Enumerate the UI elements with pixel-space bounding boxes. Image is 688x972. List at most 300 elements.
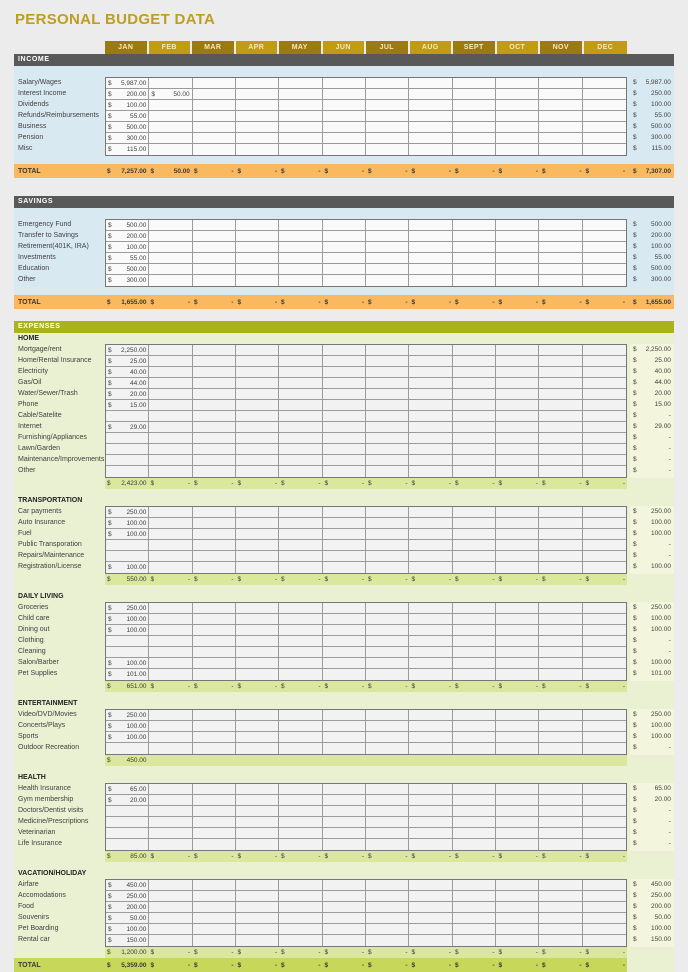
cell-jul[interactable] xyxy=(366,614,409,624)
cell-dec[interactable] xyxy=(583,78,626,88)
cell-mar[interactable] xyxy=(193,891,236,901)
cell-feb[interactable] xyxy=(149,444,192,454)
cell-apr[interactable] xyxy=(236,367,279,377)
cell-aug[interactable] xyxy=(409,422,452,432)
subtotal-cell-jul[interactable] xyxy=(366,480,410,487)
cell-feb[interactable] xyxy=(149,400,192,410)
cell-may[interactable] xyxy=(279,433,322,443)
cell-jan[interactable] xyxy=(106,880,149,890)
subtotal-cell-dec[interactable] xyxy=(584,949,628,956)
subtotal-cell-sept[interactable] xyxy=(453,949,497,956)
cell-oct[interactable] xyxy=(496,133,539,143)
cell-may[interactable] xyxy=(279,345,322,355)
subtotal-cell-jul[interactable] xyxy=(366,853,410,860)
cell-mar[interactable] xyxy=(193,817,236,827)
cell-may[interactable] xyxy=(279,924,322,934)
cell-jun[interactable] xyxy=(323,913,366,923)
year-total-cell[interactable] xyxy=(630,923,674,934)
year-total-cell[interactable] xyxy=(630,550,674,561)
cell-jul[interactable] xyxy=(366,378,409,388)
cell-oct[interactable] xyxy=(496,784,539,794)
year-total-cell[interactable] xyxy=(630,241,674,252)
row-label[interactable]: Water/Sewer/Trash xyxy=(18,390,78,397)
cell-jan[interactable] xyxy=(106,839,149,850)
cell-jun[interactable] xyxy=(323,828,366,838)
total-cell-jan[interactable] xyxy=(105,962,149,969)
cell-dec[interactable] xyxy=(583,935,626,946)
year-total-cell[interactable] xyxy=(630,879,674,890)
row-label[interactable]: Pet Supplies xyxy=(18,670,58,677)
subtotal-cell-may[interactable] xyxy=(279,683,323,690)
year-total-cell[interactable] xyxy=(630,465,674,476)
cell-dec[interactable] xyxy=(583,275,626,286)
row-label[interactable]: Lawn/Garden xyxy=(18,445,61,452)
subtotal-cell-apr[interactable] xyxy=(236,480,280,487)
cell-jan[interactable] xyxy=(106,444,149,454)
row-label[interactable]: Refunds/Reimbursements xyxy=(18,112,99,119)
row-label[interactable]: Medicine/Prescriptions xyxy=(18,818,89,825)
cell-jul[interactable] xyxy=(366,433,409,443)
cell-dec[interactable] xyxy=(583,111,626,121)
cell-apr[interactable] xyxy=(236,806,279,816)
cell-nov[interactable] xyxy=(539,828,582,838)
cell-oct[interactable] xyxy=(496,367,539,377)
cell-may[interactable] xyxy=(279,144,322,155)
row-label[interactable]: Salon/Barber xyxy=(18,659,59,666)
subtotal-cell-nov[interactable] xyxy=(540,949,584,956)
cell-oct[interactable] xyxy=(496,636,539,646)
cell-sept[interactable] xyxy=(453,562,496,573)
cell-jun[interactable] xyxy=(323,367,366,377)
row-label[interactable]: Phone xyxy=(18,401,39,408)
cell-mar[interactable] xyxy=(193,647,236,657)
cell-may[interactable] xyxy=(279,647,322,657)
cell-feb[interactable] xyxy=(149,133,192,143)
cell-dec[interactable] xyxy=(583,389,626,399)
cell-sept[interactable] xyxy=(453,411,496,421)
cell-aug[interactable] xyxy=(409,111,452,121)
cell-jul[interactable] xyxy=(366,220,409,230)
cell-jun[interactable] xyxy=(323,732,366,742)
cell-dec[interactable] xyxy=(583,264,626,274)
year-total-cell[interactable] xyxy=(630,454,674,465)
cell-mar[interactable] xyxy=(193,518,236,528)
cell-feb[interactable] xyxy=(149,784,192,794)
cell-apr[interactable] xyxy=(236,614,279,624)
cell-may[interactable] xyxy=(279,743,322,754)
cell-jun[interactable] xyxy=(323,669,366,680)
year-total-cell[interactable] xyxy=(630,561,674,572)
cell-nov[interactable] xyxy=(539,647,582,657)
cell-jan[interactable] xyxy=(106,389,149,399)
cell-apr[interactable] xyxy=(236,710,279,720)
cell-may[interactable] xyxy=(279,100,322,110)
cell-feb[interactable] xyxy=(149,264,192,274)
cell-jul[interactable] xyxy=(366,242,409,252)
cell-jan[interactable] xyxy=(106,433,149,443)
year-total-cell[interactable] xyxy=(630,668,674,679)
row-label[interactable]: Furnishing/Appliances xyxy=(18,434,87,441)
total-cell-dec[interactable] xyxy=(584,168,628,175)
cell-nov[interactable] xyxy=(539,220,582,230)
cell-aug[interactable] xyxy=(409,389,452,399)
row-label[interactable]: Car payments xyxy=(18,508,62,515)
cell-feb[interactable] xyxy=(149,817,192,827)
cell-jan[interactable] xyxy=(106,231,149,241)
cell-aug[interactable] xyxy=(409,242,452,252)
year-total-cell[interactable] xyxy=(630,132,674,143)
cell-sept[interactable] xyxy=(453,356,496,366)
cell-sept[interactable] xyxy=(453,400,496,410)
cell-jan[interactable] xyxy=(106,562,149,573)
cell-jul[interactable] xyxy=(366,345,409,355)
year-total-cell[interactable] xyxy=(630,731,674,742)
cell-oct[interactable] xyxy=(496,275,539,286)
cell-aug[interactable] xyxy=(409,231,452,241)
subtotal-cell-apr[interactable] xyxy=(236,853,280,860)
cell-nov[interactable] xyxy=(539,935,582,946)
cell-mar[interactable] xyxy=(193,111,236,121)
cell-nov[interactable] xyxy=(539,389,582,399)
cell-feb[interactable] xyxy=(149,625,192,635)
cell-jun[interactable] xyxy=(323,231,366,241)
cell-oct[interactable] xyxy=(496,144,539,155)
cell-feb[interactable] xyxy=(149,562,192,573)
cell-jan[interactable] xyxy=(106,144,149,155)
cell-jun[interactable] xyxy=(323,647,366,657)
subtotal-cell-feb[interactable] xyxy=(149,949,193,956)
cell-jul[interactable] xyxy=(366,647,409,657)
cell-dec[interactable] xyxy=(583,817,626,827)
subtotal-cell-mar[interactable] xyxy=(192,576,236,583)
subtotal-cell-dec[interactable] xyxy=(584,853,628,860)
cell-may[interactable] xyxy=(279,422,322,432)
row-label[interactable]: Mortgage/rent xyxy=(18,346,62,353)
cell-nov[interactable] xyxy=(539,78,582,88)
cell-feb[interactable] xyxy=(149,100,192,110)
cell-nov[interactable] xyxy=(539,913,582,923)
cell-dec[interactable] xyxy=(583,455,626,465)
cell-jun[interactable] xyxy=(323,89,366,99)
total-cell-apr[interactable] xyxy=(236,299,280,306)
cell-mar[interactable] xyxy=(193,100,236,110)
subtotal-cell-mar[interactable] xyxy=(192,949,236,956)
cell-jul[interactable] xyxy=(366,551,409,561)
cell-feb[interactable] xyxy=(149,411,192,421)
cell-aug[interactable] xyxy=(409,122,452,132)
cell-jul[interactable] xyxy=(366,935,409,946)
subtotal-cell-dec[interactable] xyxy=(584,683,628,690)
cell-nov[interactable] xyxy=(539,839,582,850)
cell-oct[interactable] xyxy=(496,444,539,454)
cell-dec[interactable] xyxy=(583,400,626,410)
cell-oct[interactable] xyxy=(496,647,539,657)
row-label[interactable]: Child care xyxy=(18,615,50,622)
cell-may[interactable] xyxy=(279,828,322,838)
cell-nov[interactable] xyxy=(539,422,582,432)
total-cell-may[interactable] xyxy=(279,962,323,969)
cell-aug[interactable] xyxy=(409,220,452,230)
cell-nov[interactable] xyxy=(539,614,582,624)
total-cell-dec[interactable] xyxy=(584,962,628,969)
cell-nov[interactable] xyxy=(539,784,582,794)
cell-aug[interactable] xyxy=(409,625,452,635)
row-label[interactable]: Rental car xyxy=(18,936,50,943)
cell-sept[interactable] xyxy=(453,133,496,143)
cell-jan[interactable] xyxy=(106,784,149,794)
cell-oct[interactable] xyxy=(496,356,539,366)
year-total-cell[interactable] xyxy=(630,517,674,528)
subtotal-cell-nov[interactable] xyxy=(540,853,584,860)
cell-jul[interactable] xyxy=(366,562,409,573)
row-label[interactable]: Life Insurance xyxy=(18,840,62,847)
cell-may[interactable] xyxy=(279,935,322,946)
cell-oct[interactable] xyxy=(496,529,539,539)
cell-jul[interactable] xyxy=(366,100,409,110)
cell-may[interactable] xyxy=(279,444,322,454)
cell-jul[interactable] xyxy=(366,817,409,827)
total-cell-jan[interactable] xyxy=(105,299,149,306)
cell-jun[interactable] xyxy=(323,455,366,465)
cell-jun[interactable] xyxy=(323,275,366,286)
cell-sept[interactable] xyxy=(453,839,496,850)
cell-mar[interactable] xyxy=(193,122,236,132)
cell-jan[interactable] xyxy=(106,636,149,646)
cell-feb[interactable] xyxy=(149,275,192,286)
subtotal-cell-aug[interactable] xyxy=(410,683,454,690)
total-label[interactable]: TOTAL xyxy=(18,298,41,306)
cell-oct[interactable] xyxy=(496,828,539,838)
cell-nov[interactable] xyxy=(539,507,582,517)
cell-jan[interactable] xyxy=(106,89,149,99)
cell-may[interactable] xyxy=(279,264,322,274)
cell-jan[interactable] xyxy=(106,924,149,934)
cell-feb[interactable] xyxy=(149,880,192,890)
cell-mar[interactable] xyxy=(193,400,236,410)
cell-jul[interactable] xyxy=(366,422,409,432)
cell-aug[interactable] xyxy=(409,924,452,934)
cell-jul[interactable] xyxy=(366,264,409,274)
cell-dec[interactable] xyxy=(583,89,626,99)
year-total-cell[interactable] xyxy=(630,539,674,550)
cell-dec[interactable] xyxy=(583,828,626,838)
cell-oct[interactable] xyxy=(496,389,539,399)
cell-mar[interactable] xyxy=(193,378,236,388)
cell-oct[interactable] xyxy=(496,455,539,465)
cell-feb[interactable] xyxy=(149,422,192,432)
cell-nov[interactable] xyxy=(539,625,582,635)
year-total-cell[interactable] xyxy=(630,263,674,274)
total-cell-aug[interactable] xyxy=(410,168,454,175)
row-label[interactable]: Other xyxy=(18,276,36,283)
cell-may[interactable] xyxy=(279,389,322,399)
year-total-cell[interactable] xyxy=(630,274,674,285)
cell-dec[interactable] xyxy=(583,614,626,624)
cell-jul[interactable] xyxy=(366,710,409,720)
cell-jun[interactable] xyxy=(323,839,366,850)
cell-dec[interactable] xyxy=(583,880,626,890)
cell-aug[interactable] xyxy=(409,144,452,155)
cell-oct[interactable] xyxy=(496,231,539,241)
cell-oct[interactable] xyxy=(496,839,539,850)
cell-jun[interactable] xyxy=(323,540,366,550)
cell-jun[interactable] xyxy=(323,529,366,539)
year-total-cell[interactable] xyxy=(630,399,674,410)
cell-feb[interactable] xyxy=(149,806,192,816)
cell-apr[interactable] xyxy=(236,529,279,539)
cell-dec[interactable] xyxy=(583,411,626,421)
year-total-cell[interactable] xyxy=(630,366,674,377)
cell-nov[interactable] xyxy=(539,133,582,143)
cell-nov[interactable] xyxy=(539,367,582,377)
cell-mar[interactable] xyxy=(193,551,236,561)
cell-may[interactable] xyxy=(279,411,322,421)
cell-sept[interactable] xyxy=(453,614,496,624)
cell-apr[interactable] xyxy=(236,540,279,550)
cell-aug[interactable] xyxy=(409,795,452,805)
cell-mar[interactable] xyxy=(193,721,236,731)
cell-nov[interactable] xyxy=(539,264,582,274)
cell-apr[interactable] xyxy=(236,935,279,946)
cell-jul[interactable] xyxy=(366,111,409,121)
cell-aug[interactable] xyxy=(409,669,452,680)
cell-may[interactable] xyxy=(279,133,322,143)
cell-feb[interactable] xyxy=(149,389,192,399)
cell-jul[interactable] xyxy=(366,275,409,286)
cell-feb[interactable] xyxy=(149,891,192,901)
subtotal-cell-jan[interactable] xyxy=(105,480,149,487)
cell-dec[interactable] xyxy=(583,732,626,742)
total-cell-sept[interactable] xyxy=(453,962,497,969)
cell-aug[interactable] xyxy=(409,264,452,274)
cell-jul[interactable] xyxy=(366,924,409,934)
cell-jul[interactable] xyxy=(366,880,409,890)
cell-sept[interactable] xyxy=(453,880,496,890)
subtotal-cell-sept[interactable] xyxy=(453,576,497,583)
cell-nov[interactable] xyxy=(539,562,582,573)
cell-sept[interactable] xyxy=(453,455,496,465)
total-cell-sept[interactable] xyxy=(453,168,497,175)
total-cell-jul[interactable] xyxy=(366,962,410,969)
year-total-cell[interactable] xyxy=(630,720,674,731)
cell-dec[interactable] xyxy=(583,784,626,794)
cell-oct[interactable] xyxy=(496,924,539,934)
cell-apr[interactable] xyxy=(236,658,279,668)
cell-dec[interactable] xyxy=(583,839,626,850)
cell-aug[interactable] xyxy=(409,529,452,539)
cell-aug[interactable] xyxy=(409,828,452,838)
row-label[interactable]: Health Insurance xyxy=(18,785,71,792)
cell-mar[interactable] xyxy=(193,455,236,465)
cell-jul[interactable] xyxy=(366,400,409,410)
row-label[interactable]: Outdoor Recreation xyxy=(18,744,80,751)
cell-feb[interactable] xyxy=(149,743,192,754)
cell-aug[interactable] xyxy=(409,89,452,99)
cell-may[interactable] xyxy=(279,89,322,99)
cell-dec[interactable] xyxy=(583,924,626,934)
cell-aug[interactable] xyxy=(409,935,452,946)
cell-apr[interactable] xyxy=(236,743,279,754)
cell-jan[interactable] xyxy=(106,507,149,517)
cell-aug[interactable] xyxy=(409,444,452,454)
cell-may[interactable] xyxy=(279,378,322,388)
cell-oct[interactable] xyxy=(496,891,539,901)
cell-jul[interactable] xyxy=(366,658,409,668)
cell-may[interactable] xyxy=(279,902,322,912)
cell-mar[interactable] xyxy=(193,411,236,421)
cell-dec[interactable] xyxy=(583,806,626,816)
row-label[interactable]: Groceries xyxy=(18,604,49,611)
cell-dec[interactable] xyxy=(583,710,626,720)
cell-apr[interactable] xyxy=(236,880,279,890)
cell-dec[interactable] xyxy=(583,231,626,241)
cell-jul[interactable] xyxy=(366,784,409,794)
year-total-cell[interactable] xyxy=(630,794,674,805)
cell-mar[interactable] xyxy=(193,144,236,155)
cell-dec[interactable] xyxy=(583,507,626,517)
cell-apr[interactable] xyxy=(236,242,279,252)
row-label[interactable]: Salary/Wages xyxy=(18,79,62,86)
cell-may[interactable] xyxy=(279,817,322,827)
year-total-cell[interactable] xyxy=(630,88,674,99)
cell-oct[interactable] xyxy=(496,466,539,477)
cell-mar[interactable] xyxy=(193,356,236,366)
cell-jun[interactable] xyxy=(323,603,366,613)
cell-sept[interactable] xyxy=(453,507,496,517)
cell-jul[interactable] xyxy=(366,78,409,88)
cell-mar[interactable] xyxy=(193,795,236,805)
year-grand-total[interactable] xyxy=(630,299,674,306)
subtotal-cell-jan[interactable] xyxy=(105,949,149,956)
cell-may[interactable] xyxy=(279,891,322,901)
cell-jan[interactable] xyxy=(106,529,149,539)
cell-jan[interactable] xyxy=(106,743,149,754)
cell-jul[interactable] xyxy=(366,891,409,901)
cell-jan[interactable] xyxy=(106,220,149,230)
cell-nov[interactable] xyxy=(539,743,582,754)
row-label[interactable]: Dining out xyxy=(18,626,50,633)
total-cell-feb[interactable] xyxy=(149,299,193,306)
row-label[interactable]: Fuel xyxy=(18,530,32,537)
cell-sept[interactable] xyxy=(453,444,496,454)
cell-may[interactable] xyxy=(279,614,322,624)
cell-oct[interactable] xyxy=(496,433,539,443)
cell-jul[interactable] xyxy=(366,89,409,99)
cell-jun[interactable] xyxy=(323,111,366,121)
cell-aug[interactable] xyxy=(409,551,452,561)
cell-jun[interactable] xyxy=(323,242,366,252)
cell-nov[interactable] xyxy=(539,902,582,912)
cell-jul[interactable] xyxy=(366,913,409,923)
total-cell-nov[interactable] xyxy=(540,299,584,306)
cell-oct[interactable] xyxy=(496,100,539,110)
cell-aug[interactable] xyxy=(409,732,452,742)
cell-jun[interactable] xyxy=(323,935,366,946)
cell-dec[interactable] xyxy=(583,551,626,561)
cell-nov[interactable] xyxy=(539,122,582,132)
cell-mar[interactable] xyxy=(193,562,236,573)
year-total-cell[interactable] xyxy=(630,890,674,901)
cell-aug[interactable] xyxy=(409,647,452,657)
year-total-cell[interactable] xyxy=(630,252,674,263)
year-total-cell[interactable] xyxy=(630,110,674,121)
cell-nov[interactable] xyxy=(539,455,582,465)
cell-nov[interactable] xyxy=(539,356,582,366)
row-label[interactable]: Cleaning xyxy=(18,648,46,655)
cell-nov[interactable] xyxy=(539,721,582,731)
subtotal-cell-apr[interactable] xyxy=(236,576,280,583)
cell-jan[interactable] xyxy=(106,264,149,274)
